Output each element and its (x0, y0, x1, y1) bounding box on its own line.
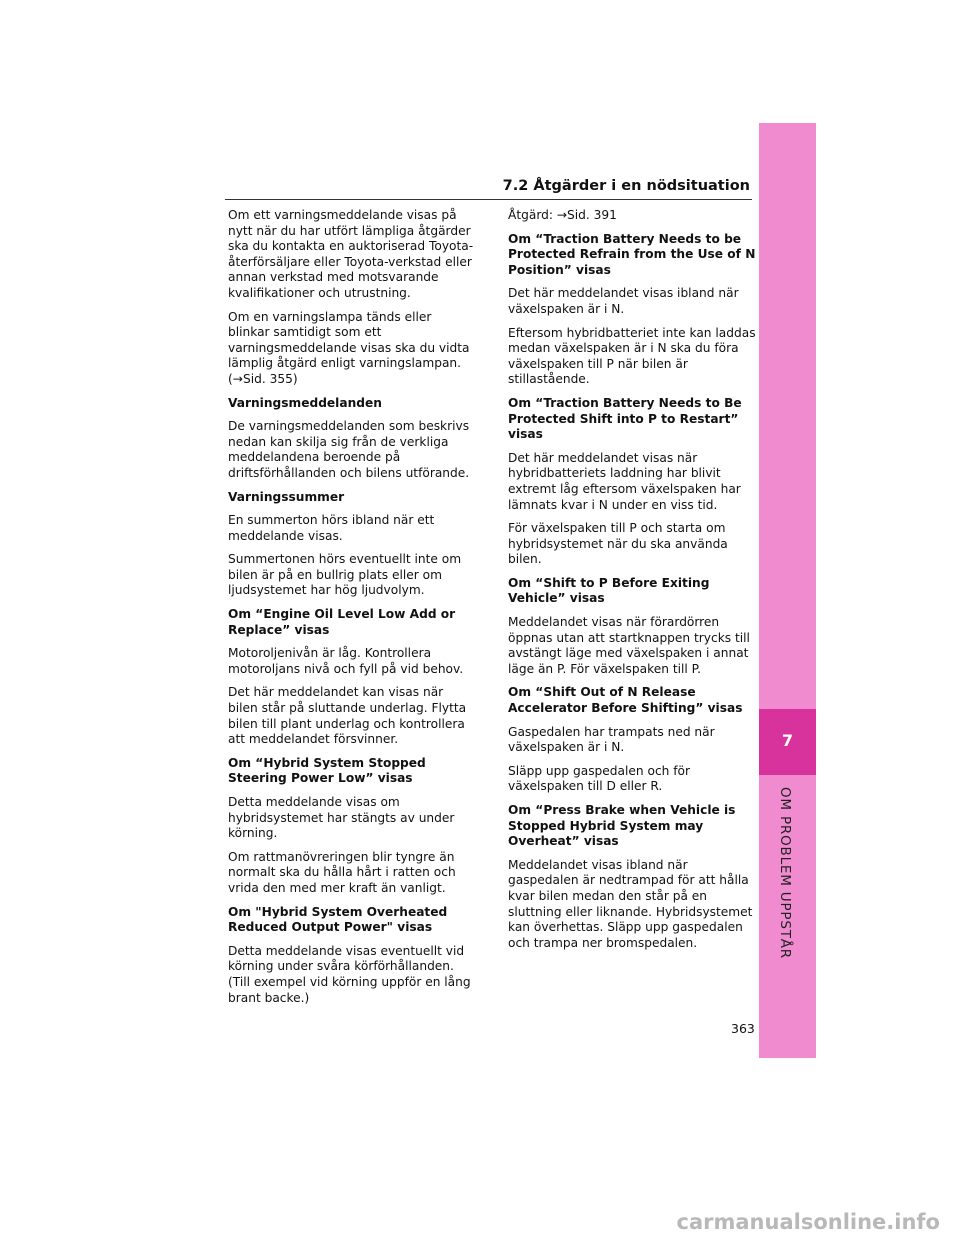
body-paragraph: Meddelandet visas ibland när gaspedalen är nedtrampad för att hålla kvar bilen medan den står på en sluttning eller liknande. Hybridsystemet kan överhettas. Släpp upp gaspedalen och trampa ner bromspedalen. (508, 857, 753, 950)
left-column (228, 208, 476, 1014)
section-heading: Varningsmeddelanden (228, 395, 382, 410)
body-paragraph: En summerton hörs ibland när ett meddelande visas. (228, 513, 435, 543)
body-paragraph: Detta meddelande visas om hybridsystemet har stängts av under körning. (228, 795, 455, 841)
body-paragraph: Det här meddelandet visas ibland när växelspaken är i N. (508, 286, 739, 316)
section-heading: Om “Traction Battery Needs to be Protected Refrain from the Use of N Position” visas (508, 231, 756, 277)
body-paragraph: Det här meddelandet kan visas när bilen står på sluttande underlag. Flytta bilen till plant underlag och kontrollera att meddelandet försvinner. (228, 685, 467, 747)
section-heading: Om “Shift to P Before Exiting Vehicle” visas (508, 575, 710, 606)
body-paragraph: Gaspedalen har trampats ned när växelspaken är i N. (508, 724, 715, 755)
body-paragraph: Detta meddelande visas eventuellt vid körning under svåra körförhållanden. (Till exempel vid körning uppför en lång brant backe.) (228, 943, 471, 1005)
body-paragraph: Om rattmanövreringen blir tyngre än normalt ska du hålla hårt i ratten och vrida den med mer kraft än vanligt. (228, 849, 456, 895)
body-paragraph: Motoroljenivån är låg. Kontrollera motoroljans nivå och fyll på vid behov. (228, 646, 464, 676)
section-heading: Om “Traction Battery Needs to Be Protected Shift into P to Restart” visas (508, 395, 742, 442)
section-heading: Om “Press Brake when Vehicle is Stopped Hybrid System may Overheat” visas (508, 803, 736, 849)
body-paragraph: Åtgärd: →Sid. 391 (508, 208, 617, 222)
right-column (508, 208, 756, 959)
watermark-logo: carmanualsonline.info (676, 1210, 940, 1234)
section-heading: Om “Engine Oil Level Low Add or Replace” visas (228, 607, 456, 637)
body-paragraph: Släpp upp gaspedalen och för växelspaken till D eller R. (508, 763, 690, 794)
chapter-label: OM PROBLEM UPPSTÅR (777, 787, 793, 959)
section-heading: Om “Shift Out of N Release Accelerator Before Shifting” visas (508, 685, 743, 716)
chapter-number: 7 (781, 731, 794, 750)
section-heading: Om "Hybrid System Overheated Reduced Output Power" visas (228, 904, 448, 935)
body-paragraph: De varningsmeddelanden som beskrivs nedan kan skilja sig från de verkliga meddelandena beroende på driftsförhållanden och bilens utförande. (228, 419, 470, 480)
chapter-number-box (759, 709, 816, 775)
body-paragraph: Om en varningslampa tänds eller blinkar samtidigt som ett varningsmeddelande visas ska du vidta lämplig åtgärd enligt varningslampan. (→Sid. 355) (228, 309, 470, 386)
body-paragraph: Om ett varningsmeddelande visas på nytt när du har utfört lämpliga åtgärder ska du kontakta en auktoriserad Toyota-återförsäljare eller Toyota-verkstad eller annan verkstad med motsvarande kvalifikationer och utrustning. (228, 208, 474, 300)
body-paragraph: Summertonen hörs eventuellt inte om bilen är på en bullrig plats eller om ljudsystemet har hög ljudvolym. (228, 552, 462, 598)
body-paragraph: För växelspaken till P och starta om hybridsystemet när du ska använda bilen. (508, 521, 728, 567)
header-divider (225, 199, 752, 200)
body-paragraph: Det här meddelandet visas när hybridbatteriets laddning har blivit extremt låg eftersom växelspaken har lämnats kvar i N under en viss tid. (508, 450, 741, 512)
section-heading: Varningssummer (228, 489, 345, 504)
page-number: 363 (731, 1021, 755, 1036)
section-title: 7.2 Åtgärder i en nödsituation (502, 178, 750, 194)
section-heading: Om “Hybrid System Stopped Steering Power Low” visas (228, 755, 426, 786)
body-paragraph: Meddelandet visas när förardörren öppnas utan att startknappen trycks till avstängt läge med växelspaken i annat läge än P. För växelspaken till P. (508, 615, 750, 676)
body-paragraph: Eftersom hybridbatteriet inte kan laddas medan växelspaken är i N ska du föra växelspaken till P när bilen är stillastående. (508, 325, 756, 387)
